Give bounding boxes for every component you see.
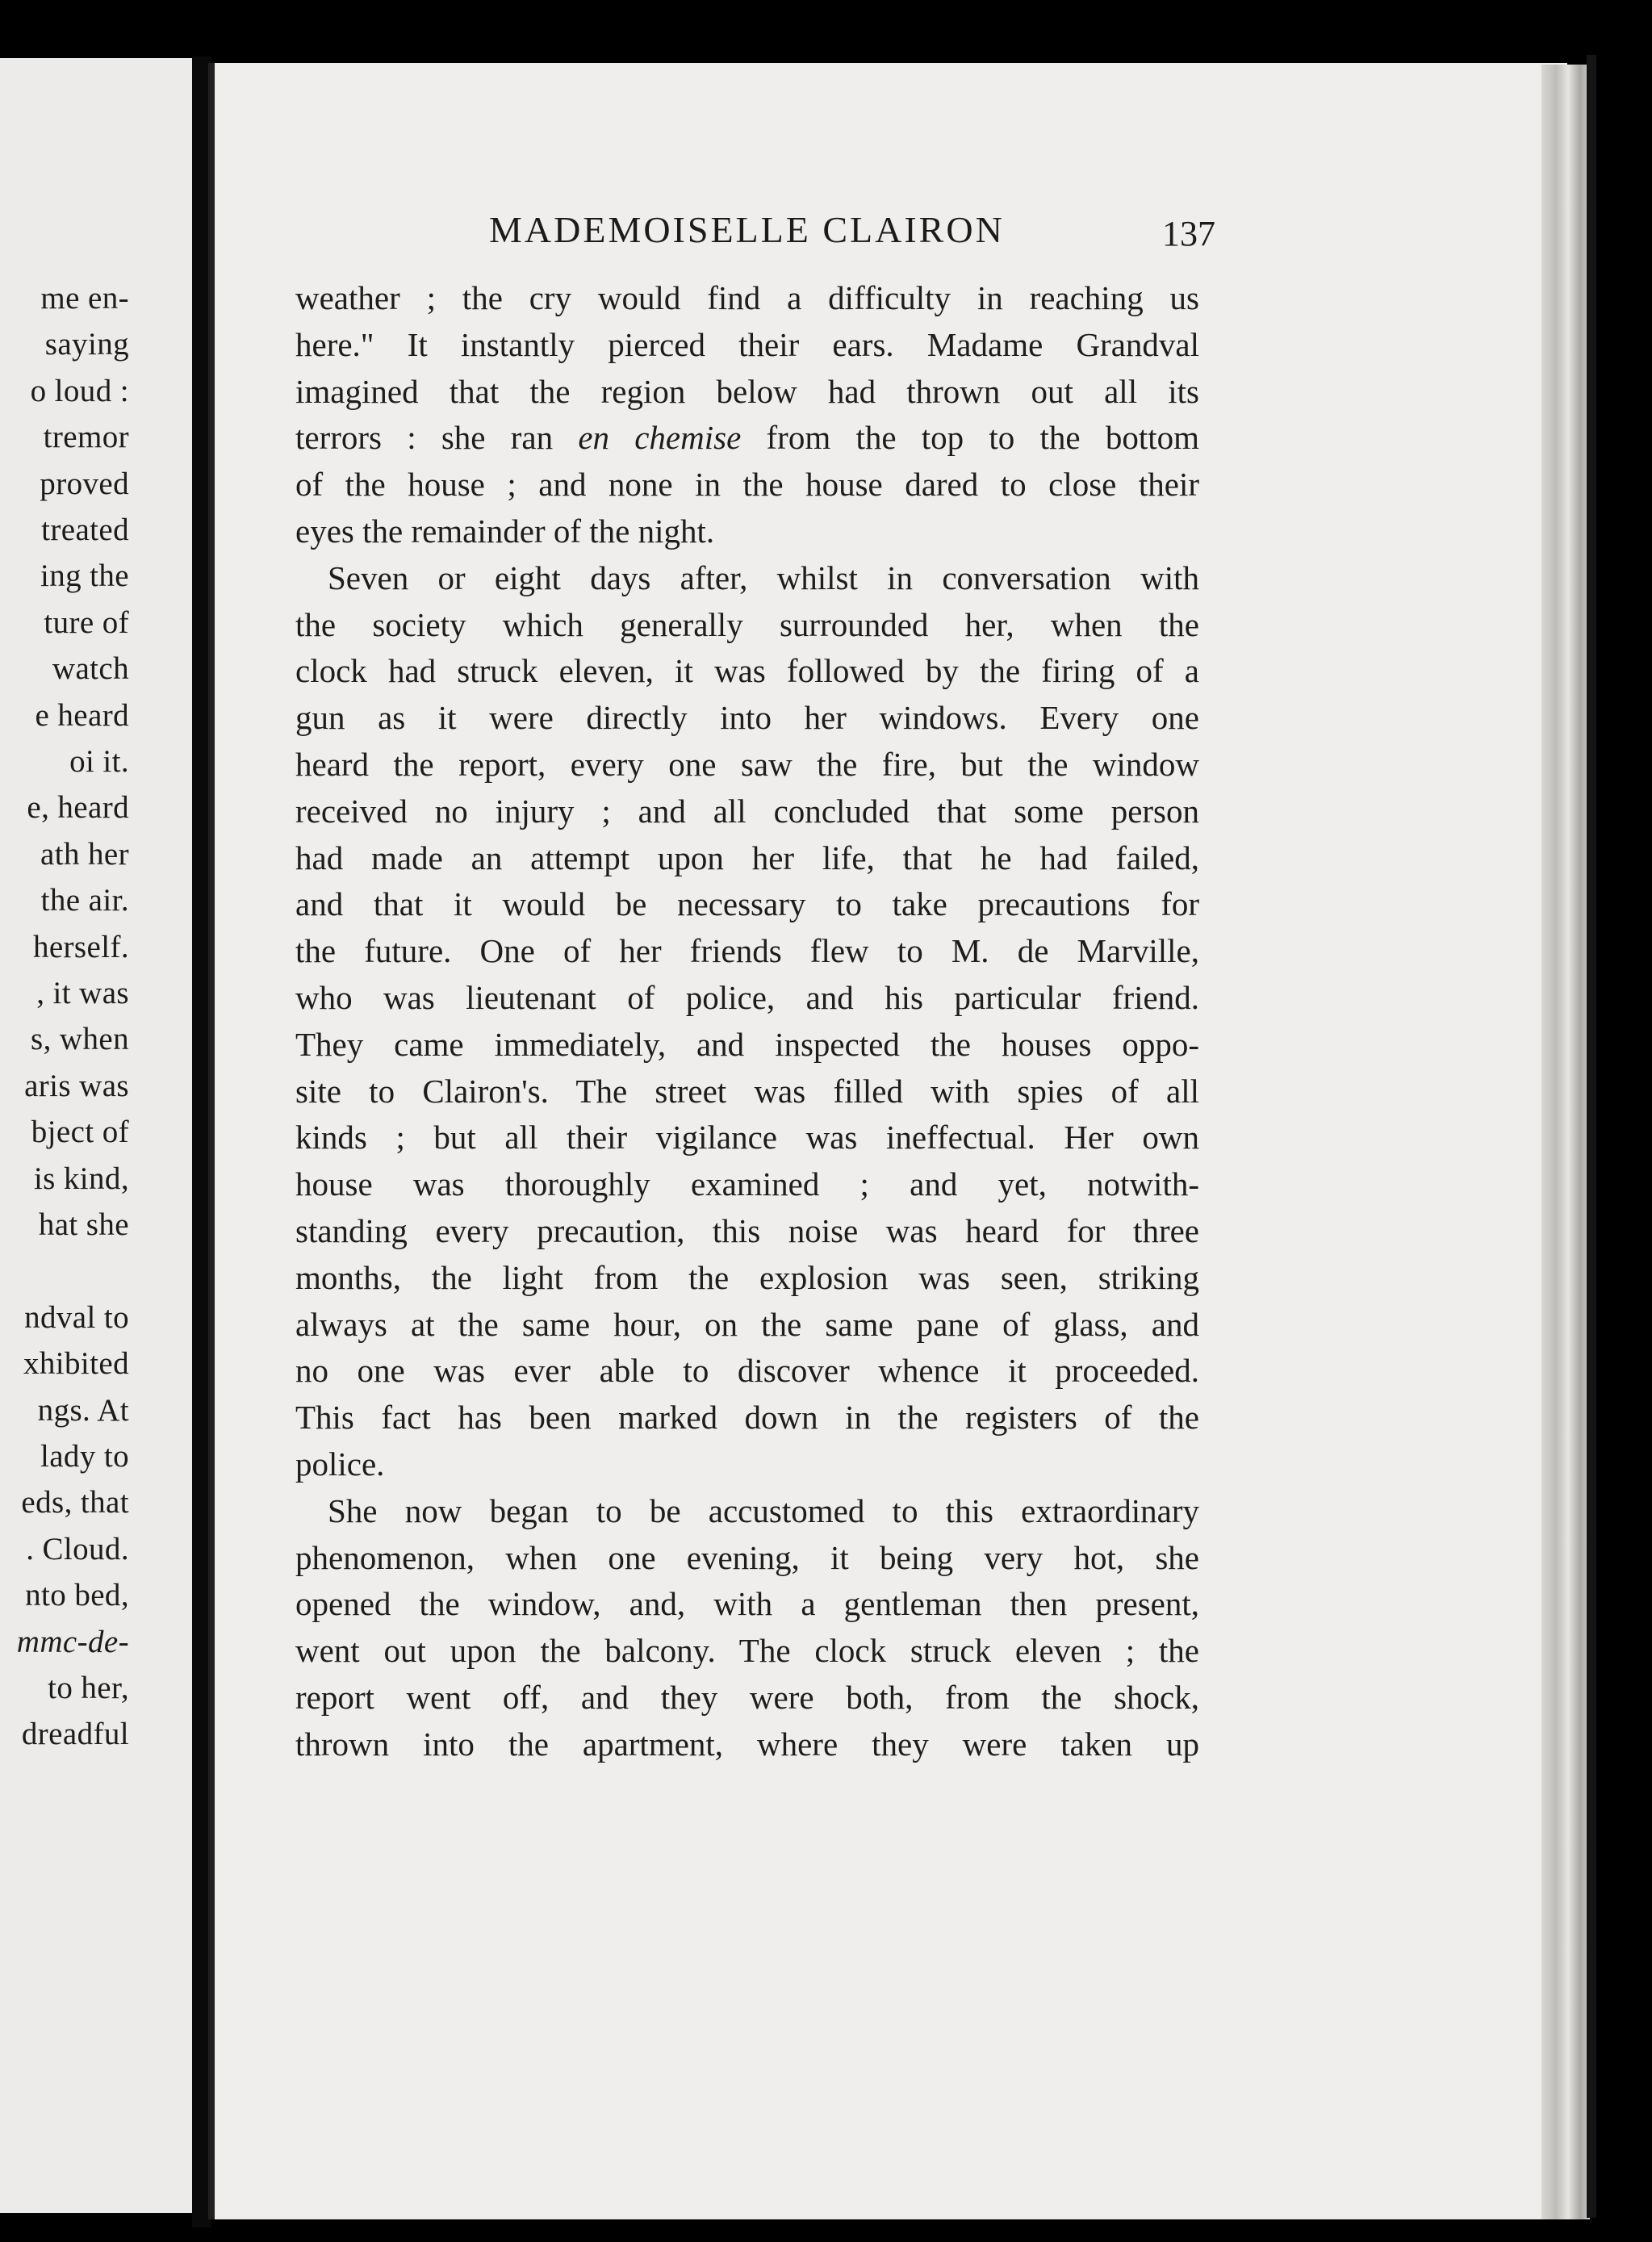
facing-page-line: ing the xyxy=(40,558,129,594)
facing-page-line: ndval to xyxy=(24,1299,129,1335)
facing-page-line: . Cloud. xyxy=(26,1531,129,1566)
text-line: months, the light from the explosion was seen, striking xyxy=(295,1258,1199,1296)
facing-page-line: is kind, xyxy=(33,1161,129,1196)
running-title: MADEMOISELLE CLAIRON xyxy=(489,209,1005,250)
text-line: opened the window, and, with a gentleman then present, xyxy=(295,1585,1199,1623)
text-line: thrown into the apartment, where they were taken up xyxy=(295,1725,1199,1763)
page-edge-shadow xyxy=(1587,55,1596,2218)
text-line: and that it would be necessary to take precautions for xyxy=(295,885,1199,923)
text-line: This fact has been marked down in the registers of the xyxy=(295,1399,1199,1437)
text-line: imagined that the region below had thrown out all its xyxy=(295,372,1199,410)
facing-page-line: ture of xyxy=(44,604,129,640)
facing-page-line: eds, that xyxy=(21,1485,129,1520)
text-line: phenomenon, when one evening, it being very hot, she xyxy=(295,1538,1199,1576)
text-line: gun as it were directly into her windows. Every one xyxy=(295,699,1199,737)
facing-page-line: nto bed, xyxy=(25,1578,129,1613)
text-line: They came immediately, and inspected the houses oppo- xyxy=(295,1025,1199,1063)
facing-page-line: lady to xyxy=(40,1439,129,1474)
text-line: who was lieutenant of police, and his particular friend. xyxy=(295,979,1199,1016)
text-line: went out upon the balcony. The clock struck eleven ; the xyxy=(295,1632,1199,1670)
facing-page-line: to her, xyxy=(48,1671,129,1705)
facing-page-line: mmc-de- xyxy=(16,1624,129,1659)
facing-page-line: proved xyxy=(40,466,129,501)
facing-page-line: xhibited xyxy=(23,1346,129,1382)
text-line: of the house ; and none in the house dared to close their xyxy=(295,466,1199,504)
text-line: report went off, and they were both, from the shock, xyxy=(295,1679,1199,1716)
text-line: terrors : she ran en chemise from the top to the bottom xyxy=(295,419,1199,457)
facing-page-line: s, when xyxy=(31,1022,129,1057)
text-line: site to Clairon's. The street was filled with spies of all xyxy=(295,1072,1199,1110)
facing-page-line: ath her xyxy=(40,836,129,872)
text-line: police. xyxy=(295,1445,385,1483)
page-edge xyxy=(1541,65,1590,2219)
page-number: 137 xyxy=(1162,214,1215,253)
text-line: received no injury ; and all concluded that some person xyxy=(295,792,1199,830)
facing-page-line: , it was xyxy=(36,976,129,1010)
text-line: here." It instantly pierced their ears. Madame Grandval xyxy=(295,325,1199,363)
facing-page-line: e, heard xyxy=(27,790,129,826)
text-line: had made an attempt upon her life, that he had failed, xyxy=(295,839,1199,876)
facing-page-line: hat she xyxy=(38,1207,129,1242)
text-line: She now began to be accustomed to this extraordinary xyxy=(328,1491,1199,1529)
text-line: heard the report, every one saw the fire, but the window xyxy=(295,746,1199,783)
facing-page-line: e heard xyxy=(35,697,129,733)
text-line: no one was ever able to discover whence it proceeded. xyxy=(295,1352,1199,1390)
facing-page-line: the air. xyxy=(40,883,129,918)
text-line: the society which generally surrounded her, when the xyxy=(295,605,1199,643)
text-line: kinds ; but all their vigilance was ineffectual. Her own xyxy=(295,1119,1199,1157)
text-line: house was thoroughly examined ; and yet, notwith- xyxy=(295,1165,1199,1203)
facing-page-line: me en- xyxy=(40,281,129,316)
facing-page-line: tremor xyxy=(43,420,129,455)
text-line: weather ; the cry would find a difficulty in reaching us xyxy=(295,279,1199,316)
text-line: the future. One of her friends flew to M. de Marville, xyxy=(295,932,1199,970)
facing-page-line: o loud : xyxy=(30,373,129,408)
facing-page-line: treated xyxy=(41,512,129,547)
italic-phrase: en chemise xyxy=(578,419,742,457)
text-line: always at the same hour, on the same pane of glass, and xyxy=(295,1305,1199,1343)
facing-page-line: oi it. xyxy=(69,744,129,779)
facing-page-line: bject of xyxy=(31,1115,129,1150)
facing-page-line: herself. xyxy=(32,929,129,964)
facing-page-line: saying xyxy=(44,327,129,362)
text-line: clock had struck eleven, it was followed by the firing of a xyxy=(295,652,1199,690)
facing-page-line: dreadful xyxy=(21,1717,129,1752)
facing-page xyxy=(0,58,197,2213)
facing-page-line: aris was xyxy=(24,1068,129,1103)
text-line: standing every precaution, this noise was heard for three xyxy=(295,1212,1199,1249)
text-line: eyes the remainder of the night. xyxy=(295,512,715,550)
facing-page-line: ngs. At xyxy=(37,1392,129,1428)
text-line: Seven or eight days after, whilst in conversation with xyxy=(328,558,1199,596)
facing-page-line: watch xyxy=(52,651,129,687)
